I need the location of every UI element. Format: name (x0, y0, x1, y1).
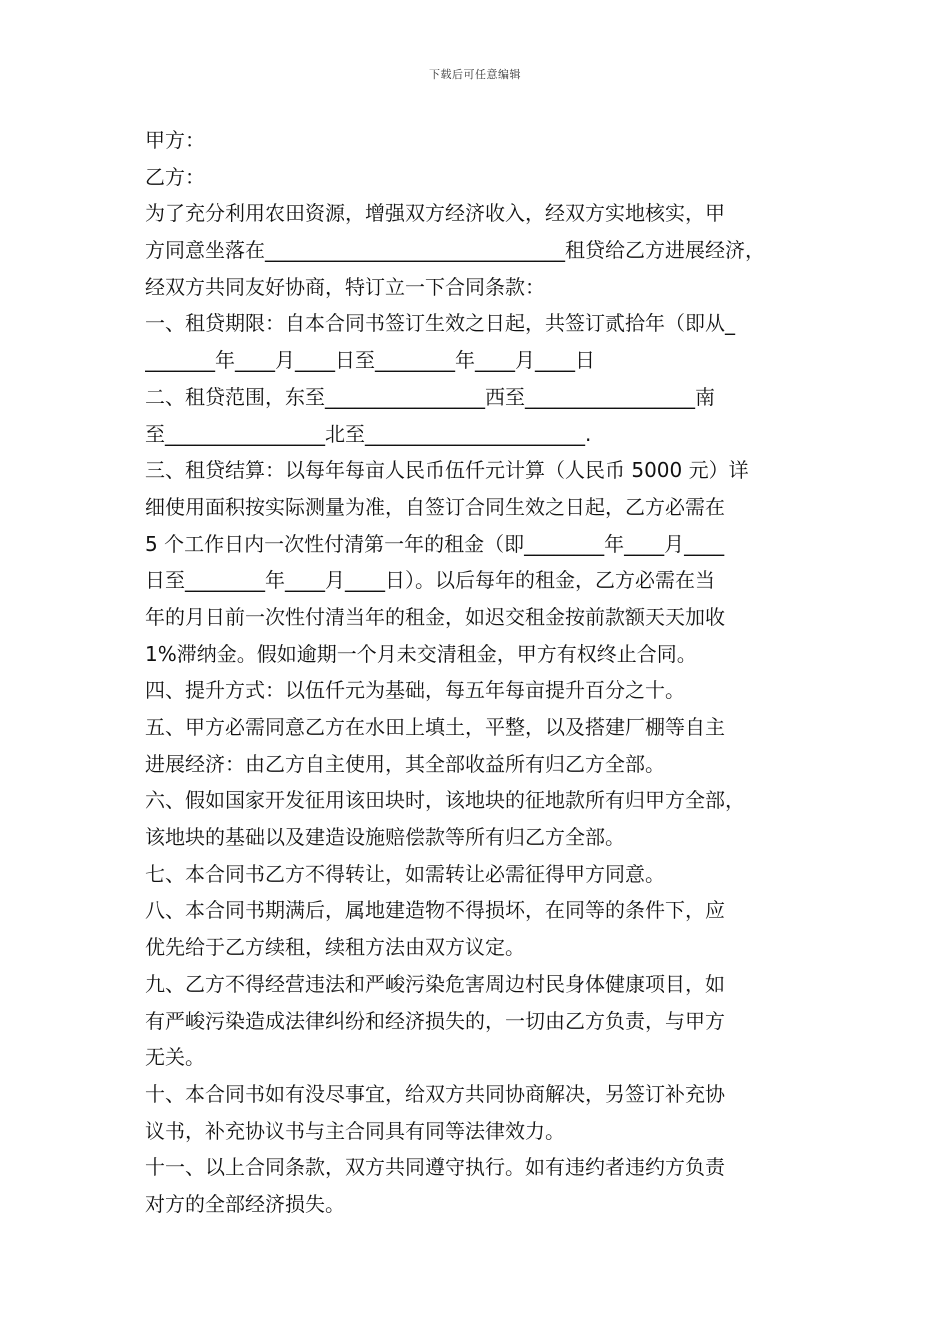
page-header-watermark: 下载后可任意编辑 (429, 68, 521, 81)
text-line: 日至________年____月____日）。以后每年的租金，乙方必需在当 (145, 568, 715, 593)
text-line: 进展经济：由乙方自主使用，其全部收益所有归乙方全部。 (145, 751, 665, 776)
text-line: 七、本合同书乙方不得转让，如需转让必需征得甲方同意。 (145, 861, 665, 886)
text-line: 议书，补充协议书与主合同具有同等法律效力。 (145, 1118, 565, 1143)
text-line: 有严峻污染造成法律纠纷和经济损失的，一切由乙方负责，与甲方 (145, 1008, 725, 1033)
text-line: 方同意坐落在______________________________租贷给乙方进展经济， (145, 238, 765, 263)
text-line: 五、甲方必需同意乙方在水田上填土，平整，以及搭建厂棚等自主 (145, 715, 725, 739)
text-line: 二、租贷范围，东至________________西至_________________南 (145, 384, 715, 409)
text-line: 细使用面积按实际测量为准，自签订合同生效之日起，乙方必需在 (145, 494, 725, 519)
text-line: 年的月日前一次性付清当年的租金，如迟交租金按前款额天天加收 (145, 604, 725, 629)
text-line: 六、假如国家开发征用该田块时，该地块的征地款所有归甲方全部， (145, 788, 745, 813)
text-line: 无关。 (145, 1045, 205, 1070)
text-line: 为了充分利用农田资源，增强双方经济收入，经双方实地核实，甲 (145, 201, 725, 226)
text-line: 经双方共同友好协商，特订立一下合同条款： (145, 274, 545, 299)
text-line: _______年____月____日至________年____月____日 (145, 348, 595, 373)
text-line: 十、本合同书如有没尽事宜，给双方共同协商解决，另签订补充协 (145, 1081, 725, 1106)
text-line: 八、本合同书期满后，属地建造物不得损坏，在同等的条件下，应 (145, 898, 725, 923)
text-line: 一、租贷期限：自本合同书签订生效之日起，共签订贰拾年（即从_ (145, 311, 735, 336)
text-line: 对方的全部经济损失。 (145, 1191, 345, 1216)
text-line: 三、租贷结算：以每年每亩人民币伍仟元计算（人民币 5000 元）详 (145, 458, 749, 483)
text-line: 十一、以上合同条款，双方共同遵守执行。如有违约者违约方负责 (145, 1155, 725, 1180)
text-line: 1%滞纳金。假如逾期一个月未交清租金，甲方有权终止合同。 (145, 641, 697, 666)
text-line: 甲方： (145, 128, 205, 152)
contract-body (145, 122, 810, 1223)
text-line: 九、乙方不得经营违法和严峻污染危害周边村民身体健康项目，如 (145, 971, 725, 996)
text-line: 乙方： (145, 164, 205, 189)
text-line: 优先给于乙方续租，续租方法由双方议定。 (145, 935, 525, 960)
text-line: 至________________北至______________________. (145, 421, 592, 446)
text-line: 四、提升方式：以伍仟元为基础，每五年每亩提升百分之十。 (145, 678, 685, 703)
text-line: 5 个工作日内一次性付清第一年的租金（即________年____月____ (145, 531, 725, 556)
text-line: 该地块的基础以及建造设施赔偿款等所有归乙方全部。 (145, 825, 625, 850)
